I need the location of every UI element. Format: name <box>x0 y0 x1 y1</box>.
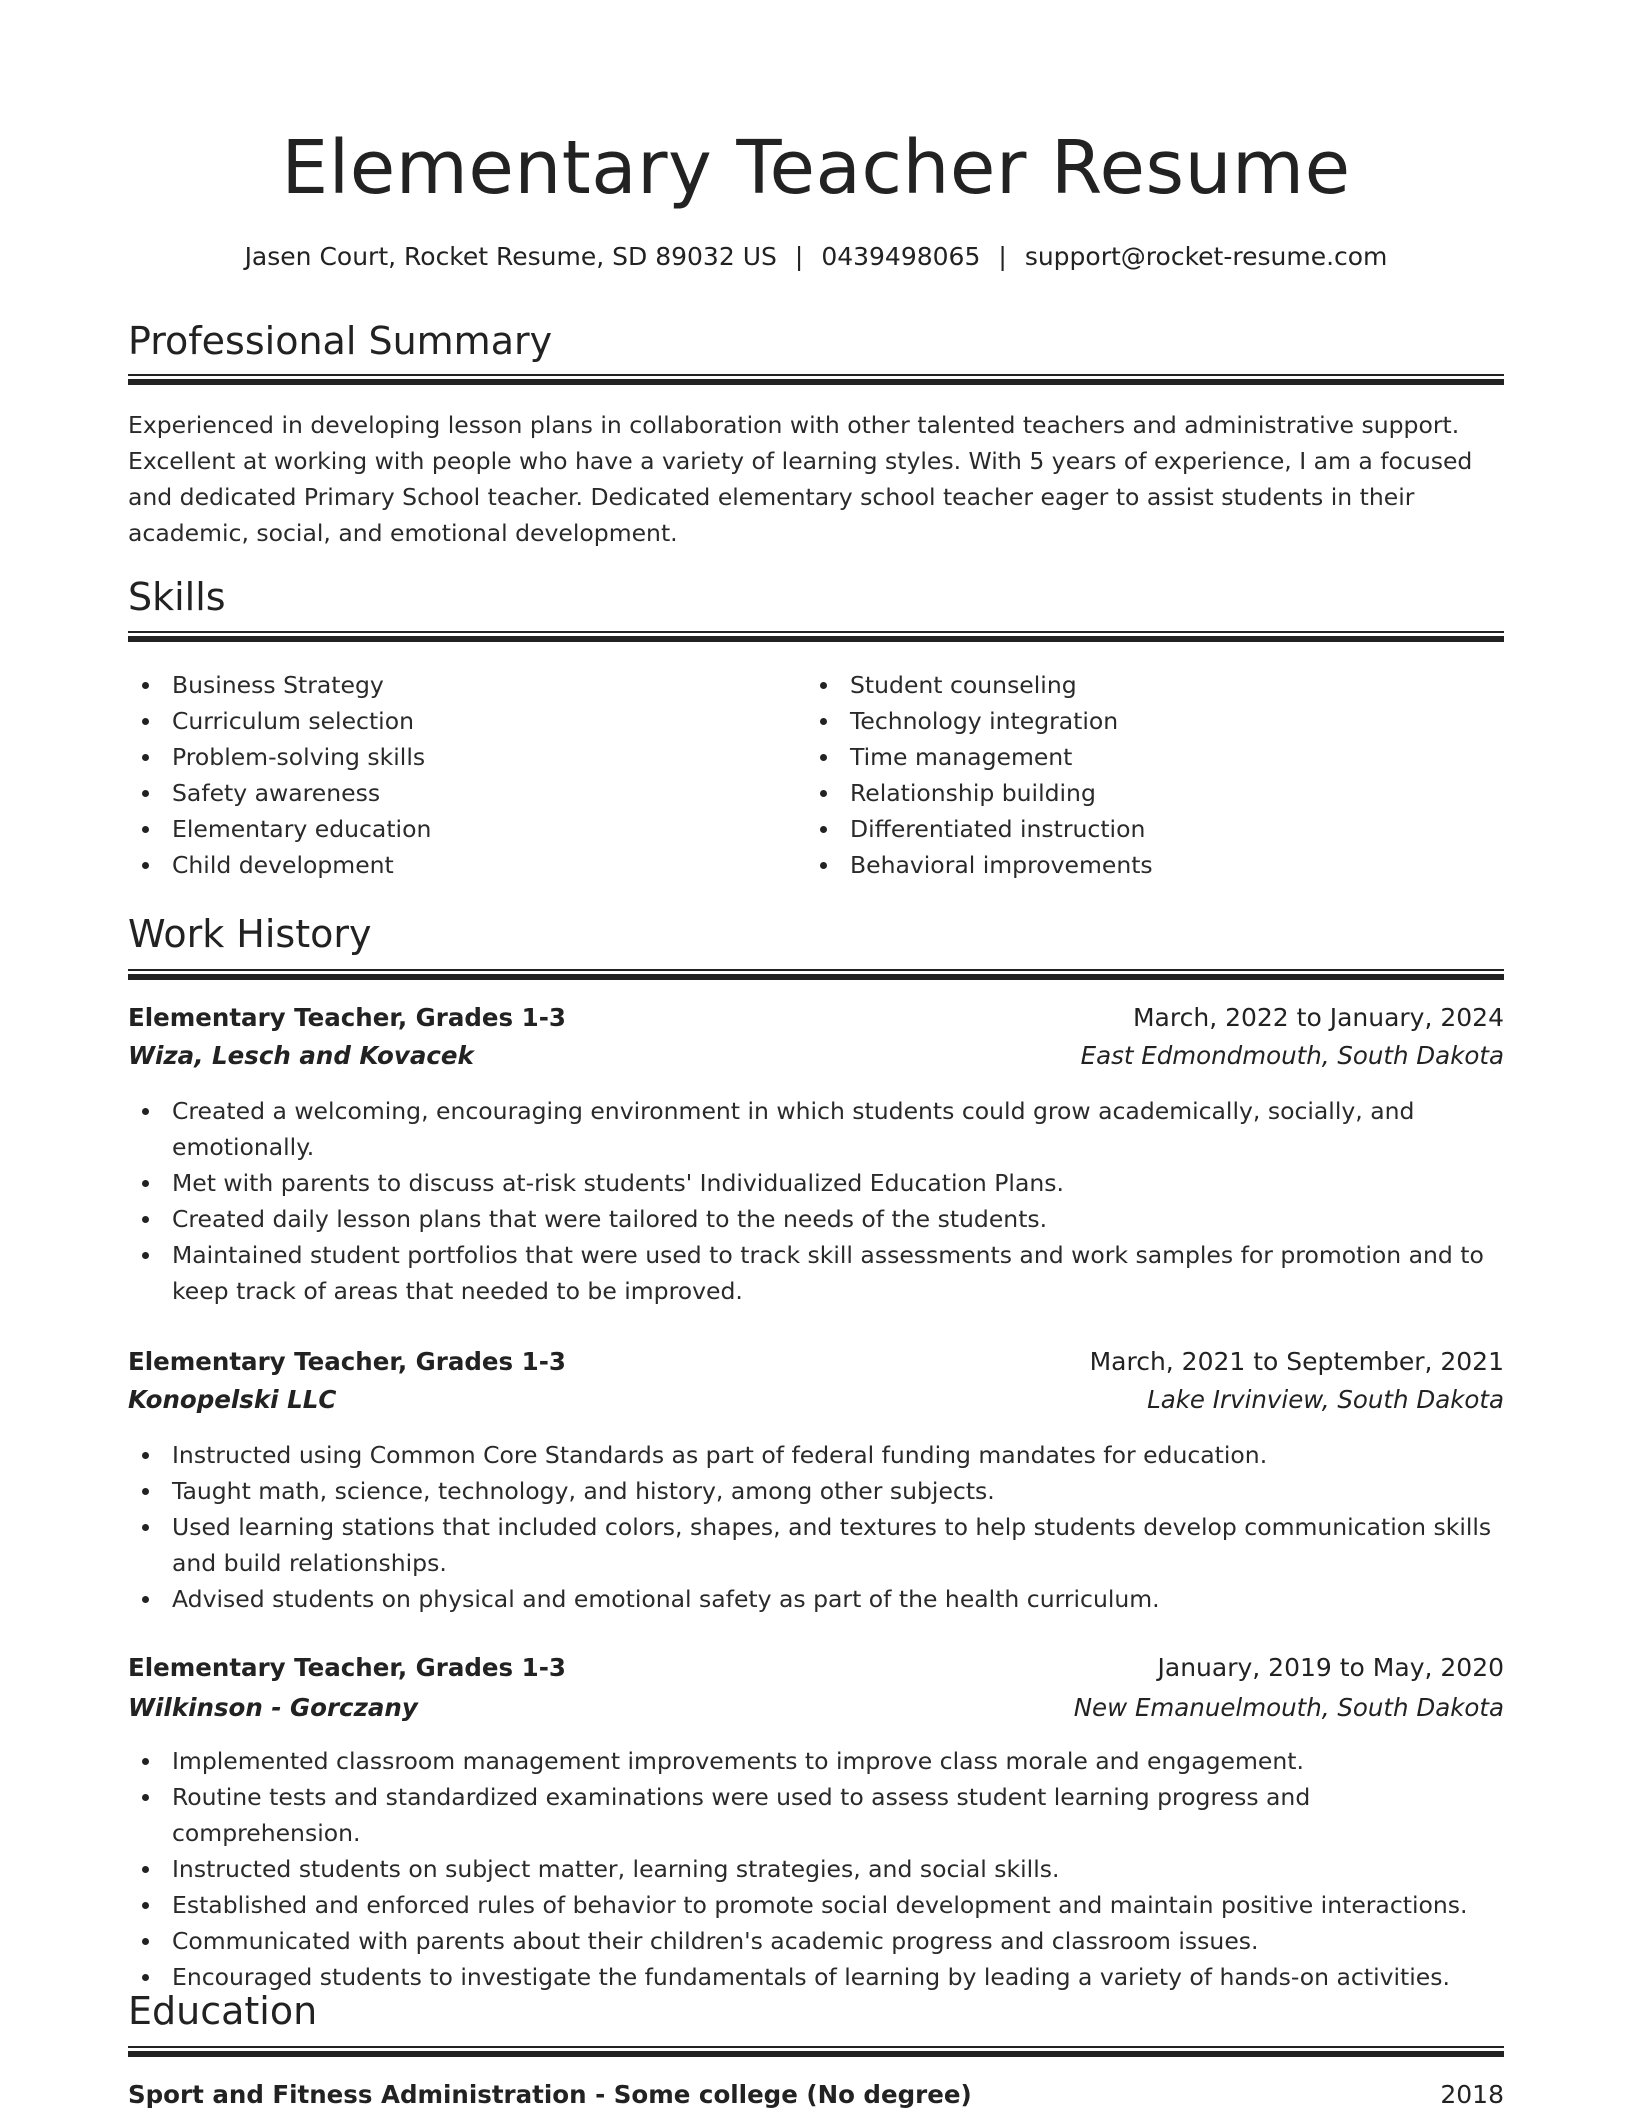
job-bullet: Maintained student portfolios that were used to track skill assessments and work samples for promotion and to keep track of areas that needed to be improved. <box>128 1237 1504 1309</box>
contact-line <box>128 240 1504 274</box>
job-dates: January, 2019 to May, 2020 <box>1157 1653 1504 1682</box>
job-location: Lake Irvinview, South Dakota <box>1147 1385 1504 1414</box>
job-bullet: Encouraged students to investigate the fundamentals of learning by leading a variety of hands-on activities. <box>128 1959 1504 1995</box>
section-divider <box>128 2046 1504 2057</box>
skill-item: Time management <box>806 739 1466 775</box>
section-title-work: Work History <box>128 912 372 956</box>
job-bullet: Implemented classroom management improvements to improve class morale and engagement. <box>128 1743 1504 1779</box>
skills-column-left <box>128 667 788 883</box>
job-title: Elementary Teacher, Grades 1-3 <box>128 1347 566 1376</box>
skills-column-right <box>806 667 1466 883</box>
section-title-education: Education <box>128 1989 318 2033</box>
job-bullet: Used learning stations that included colors, shapes, and textures to help students develop communication skills and build relationships. <box>128 1509 1504 1581</box>
education-year: 2018 <box>1440 2080 1504 2109</box>
job-dates: March, 2022 to January, 2024 <box>1132 1003 1504 1032</box>
job-bullet: Created daily lesson plans that were tailored to the needs of the students. <box>128 1201 1504 1237</box>
job-company: Wiza, Lesch and Kovacek <box>128 1041 474 1070</box>
job-bullet: Instructed using Common Core Standards as part of federal funding mandates for education. <box>128 1437 1504 1473</box>
section-divider <box>128 969 1504 980</box>
skill-item: Safety awareness <box>128 775 788 811</box>
job-responsibilities <box>128 1743 1504 1995</box>
skill-item: Problem-solving skills <box>128 739 788 775</box>
education-degree: Sport and Fitness Administration - Some college (No degree) <box>128 2080 972 2109</box>
job-location: New Emanuelmouth, South Dakota <box>1073 1693 1504 1722</box>
section-divider <box>128 374 1504 385</box>
job-bullet: Established and enforced rules of behavior to promote social development and maintain positive interactions. <box>128 1887 1504 1923</box>
job-bullet-list <box>128 1093 1504 1309</box>
section-divider <box>128 631 1504 642</box>
job-company: Konopelski LLC <box>128 1385 337 1414</box>
job-company: Wilkinson - Gorczany <box>128 1693 418 1722</box>
skill-item: Business Strategy <box>128 667 788 703</box>
job-bullet: Communicated with parents about their children's academic progress and classroom issues. <box>128 1923 1504 1959</box>
job-dates: March, 2021 to September, 2021 <box>1089 1347 1504 1376</box>
skills-list-left <box>128 667 788 883</box>
job-title: Elementary Teacher, Grades 1-3 <box>128 1653 566 1682</box>
skills-list-right <box>806 667 1466 883</box>
skill-item: Student counseling <box>806 667 1466 703</box>
skill-item: Relationship building <box>806 775 1466 811</box>
resume-title: Elementary Teacher Resume <box>281 125 1351 211</box>
contact-separator: | <box>998 242 1007 271</box>
contact-address: Jasen Court, Rocket Resume, SD 89032 US <box>244 242 777 271</box>
skill-item: Curriculum selection <box>128 703 788 739</box>
section-title-skills: Skills <box>128 575 226 619</box>
job-bullet: Taught math, science, technology, and history, among other subjects. <box>128 1473 1504 1509</box>
job-bullet: Routine tests and standardized examinations were used to assess student learning progress and comprehension. <box>128 1779 1504 1851</box>
section-title-summary: Professional Summary <box>128 319 553 363</box>
job-bullet-list <box>128 1743 1504 1995</box>
job-bullet: Met with parents to discuss at-risk students' Individualized Education Plans. <box>128 1165 1504 1201</box>
job-responsibilities <box>128 1093 1504 1309</box>
contact-separator: | <box>794 242 804 271</box>
skill-item: Child development <box>128 847 788 883</box>
job-bullet: Advised students on physical and emotional safety as part of the health curriculum. <box>128 1581 1504 1617</box>
job-location: East Edmondmouth, South Dakota <box>1080 1041 1504 1070</box>
skill-item: Elementary education <box>128 811 788 847</box>
contact-phone: 0439498065 <box>821 242 981 271</box>
job-bullet: Instructed students on subject matter, learning strategies, and social skills. <box>128 1851 1504 1887</box>
skill-item: Differentiated instruction <box>806 811 1466 847</box>
skill-item: Technology integration <box>806 703 1466 739</box>
skill-item: Behavioral improvements <box>806 847 1466 883</box>
job-bullet: Created a welcoming, encouraging environment in which students could grow academically, socially, and emotionally. <box>128 1093 1504 1165</box>
job-bullet-list <box>128 1437 1504 1617</box>
job-responsibilities <box>128 1437 1504 1617</box>
job-title: Elementary Teacher, Grades 1-3 <box>128 1003 566 1032</box>
summary-text: Experienced in developing lesson plans in collaboration with other talented teachers and administrative support. Excellent at working with people who have a variety of learning styles. With 5 years of experience, I am a focused and dedicated Primary School teacher. Dedicated elementary school teacher eager to assist students in their academic, social, and emotional development. <box>128 411 1473 547</box>
contact-email: support@rocket-resume.com <box>1024 242 1388 271</box>
